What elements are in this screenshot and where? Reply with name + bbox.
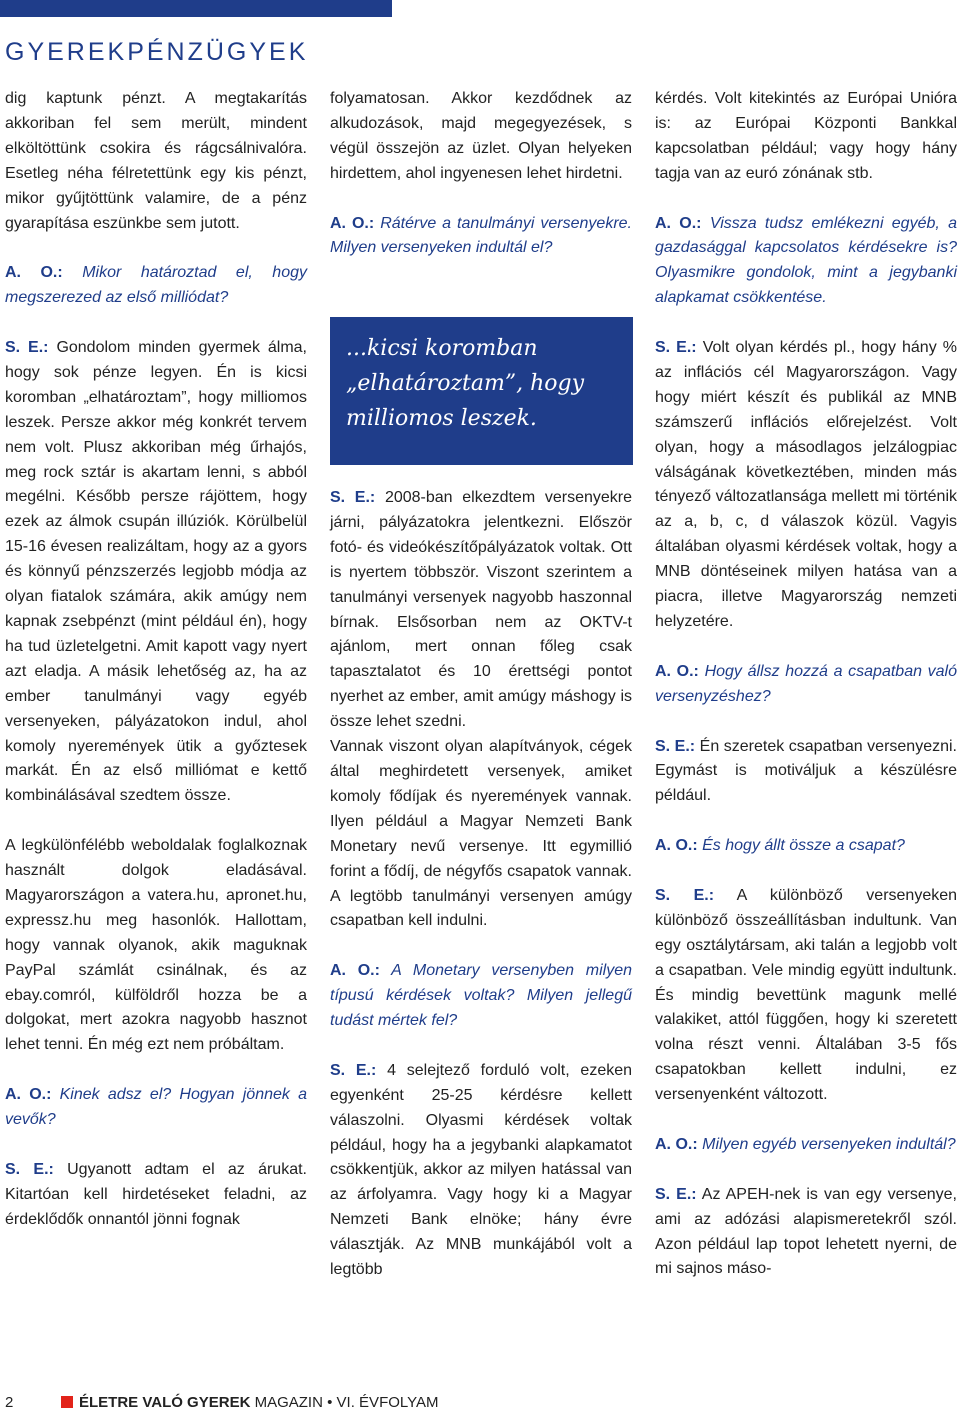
answer-text: Gondolom minden gyermek álma, hogy sok pénze legyen. Én is kicsi koromban „elhatároztam”, hogy milliomos leszek. Persze akkor még konkrét tervem nem volt. Plusz akkoriban még űrhajós, meg rock sztár is akartam lenni, s abból megélni. Később persze rájöttem, hogy ezek az álmok csupán illúziók. Körülbelül 15-16 évesen realizáltam, hogy az a gyors és könnyű pénzszerzés legjobb módja az olyan fiatalok számára, akik amúgy nem kapnak zsebpénzt (mint például én), hogy ha tud üzletelgetni. Amit kapott vagy nyert azt eladja. A másik lehetőség az, ha az ember tanulmányi vagy egyéb versenyeken, pályázatokon indul, ahol komoly nyeremények ütik a győztesek markát. Én az első milliómat e kettő kombinálásával szedtem össze. bbox=[5, 339, 307, 805]
paragraph: Vannak viszont olyan alapítványok, cégek által meghirdetett versenyek, amiket komoly fődíjak és nyeremények vannak. Ilyen például a Magyar Nemzeti Bank Monetary nevű versenye. Itt egymillió forint a fődíj, de négyfős csapatok vannak. A legtöbb tanulmányi versenyen amúgy csapatban kell indulni. bbox=[330, 738, 632, 930]
column-2-bottom bbox=[330, 486, 632, 1283]
speaker-label: S. E.: bbox=[330, 1061, 377, 1079]
speaker-label: S. E.: bbox=[655, 886, 715, 904]
section-title: GYEREKPÉNZÜGYEK bbox=[5, 38, 309, 66]
page-footer bbox=[5, 1394, 439, 1411]
speaker-label: S. E.: bbox=[655, 1185, 697, 1203]
answer bbox=[5, 336, 307, 809]
answer-text: Volt olyan kérdés pl., hogy hány % az inflációs cél Magyarországon. Vagy hogy miért készít és publikál az MNB számszerű inflációs előrejelzést. Volt olyan, hogy a másodlagos jelzálogpiac válságának következtében, minden más tényező változatlansága mellett mi történik az a, b, c, d válaszok közül. Vagyis általában olyasmi kérdések voltak, hogy a MNB döntéseinek milyen hatása van a piacra, illetve Magyarország nemzeti helyzetére. bbox=[655, 339, 957, 630]
speaker-label: A. O.: bbox=[330, 962, 380, 980]
answer-text: Az APEH-nek is van egy versenye, ami az adózási alapismeretekről szól. Azon például lap topot lehetett nyerni, de mi sajnos máso- bbox=[655, 1185, 957, 1278]
question-text: Rátérve a tanulmányi versenyekre. Milyen versenyeken indultál el? bbox=[330, 214, 632, 257]
question-text: Mikor határoztad el, hogy megszerezed az első milliódat? bbox=[5, 264, 307, 307]
paragraph: dig kaptunk pénzt. A megtakarítás akkoriban fel sem merült, mindent elköltöttünk csokira és rágcsálnivalóra. Esetleg néha félretettünk egy kis pénzt, mikor gyűjtöttünk valamire, de a pénz gyarapítása eszünkbe sem jutott. bbox=[5, 90, 307, 232]
speaker-label: A. O.: bbox=[330, 214, 375, 232]
question-text: És hogy állt össze a csapat? bbox=[702, 837, 905, 855]
answer-text: Én szeretek csapatban versenyezni. Egymást is motiváljuk a készülésre például. bbox=[655, 737, 957, 805]
speaker-label: S. E.: bbox=[5, 1160, 54, 1178]
speaker-label: S. E.: bbox=[655, 339, 697, 357]
answer bbox=[330, 1059, 632, 1283]
speaker-label: A. O.: bbox=[655, 1135, 698, 1153]
question-text: Kinek adsz el? Hogyan jönnek a vevők? bbox=[5, 1086, 307, 1129]
footer-brand: ÉLETRE VALÓ GYEREK bbox=[79, 1394, 251, 1411]
column-3 bbox=[655, 87, 957, 1282]
question bbox=[655, 1133, 957, 1158]
answer bbox=[655, 735, 957, 810]
footer-magazine: MAGAZIN bbox=[254, 1394, 323, 1411]
answer bbox=[330, 486, 632, 735]
answer bbox=[5, 1158, 307, 1233]
speaker-label: S. E.: bbox=[330, 489, 376, 506]
pull-quote: ...kicsi koromban „elhatároztam”, hogy milliomos leszek. bbox=[330, 317, 633, 465]
speaker-label: A. O.: bbox=[655, 662, 699, 680]
answer-text: Ugyanott adtam el az árukat. Kitartóan kell hirdetéseket feladni, az érdeklődők onnantól jönni fognak bbox=[5, 1160, 307, 1228]
paragraph: kérdés. Volt kitekintés az Európai Unióra is: az Európai Központi Bankkal kapcsolatban például; vagy hogy hány tagja van az euró zónának stb. bbox=[655, 90, 957, 182]
footer-volume: VI. ÉVFOLYAM bbox=[336, 1394, 439, 1411]
question bbox=[330, 959, 632, 1034]
red-square-marker bbox=[61, 1396, 73, 1408]
question-text: Vissza tudsz emlékezni egyéb, a gazdasággal kapcsolatos kérdésekre is? Olyasmikre gondolok, mint a jegybanki alapkamat csökkentése. bbox=[655, 214, 958, 307]
speaker-label: S. E.: bbox=[5, 339, 49, 357]
question bbox=[655, 212, 957, 312]
answer bbox=[655, 336, 957, 635]
answer-text: 2008-ban elkezdtem versenyekre járni, pályázatokra jelentkezni. Először fotó- és videókészítőpályázatok voltak. Ott is nyertem többször. Viszont szerintem a tanulmányi versenyek nagyobb haszonnal bírnak. Elsősorban nem az OKTV-t ajánlom, mert onnan főleg csak tapasztalatot és 10 érettségi pontot nyerhet az ember, amit amúgy máshogy is össze lehet szedni. bbox=[330, 489, 632, 731]
speaker-label: S. E.: bbox=[655, 737, 696, 755]
answer bbox=[655, 1183, 957, 1283]
question bbox=[5, 1083, 307, 1133]
answer-text: 4 selejtező forduló volt, ezeken egyenként 25-25 kérdésre kellett válaszolni. Olyasmi kérdések voltak például, hogy ha a jegybanki alapkamatot csökkentjük, akkor az milyen hatással van az árfolyamra. Vagy hogy ki a Magyar Nemzeti Bank elnöke; hány évre választják. Az MNB munkájából volt a legtöbb bbox=[330, 1061, 633, 1279]
question bbox=[330, 212, 632, 262]
paragraph: A legkülönfélébb weboldalak foglalkoznak használt dolgok eladásával. Magyarországon a vatera.hu, apronet.hu, expressz.hu meg hasonlók. Hallottam, hogy vannak olyanok, akik maguknak PayPal számlát csinálnak, és az ebay.comról, külföldről hozza be a dolgokat, mert azokra nagyobb hasznot lehet tenni. Én még ezt nem próbáltam. bbox=[5, 837, 307, 1054]
column-2-top bbox=[330, 87, 632, 261]
question-text: Milyen egyéb versenyeken indultál? bbox=[702, 1135, 956, 1153]
question bbox=[655, 834, 957, 859]
question bbox=[5, 261, 307, 311]
question-text: Hogy állsz hozzá a csapatban való versenyzéshez? bbox=[655, 662, 958, 705]
column-1 bbox=[5, 87, 307, 1233]
page-number: 2 bbox=[5, 1394, 14, 1411]
speaker-label: A. O.: bbox=[655, 837, 698, 855]
footer-separator: • bbox=[327, 1394, 333, 1411]
paragraph: folyamatosan. Akkor kezdődnek az alkudozások, majd megegyezések, s végül összejön az üzlet. Olyan helyeken hirdettem, ahol ingyenesen lehet hirdetni. bbox=[330, 90, 632, 182]
speaker-label: A. O.: bbox=[655, 214, 702, 232]
speaker-label: A. O.: bbox=[5, 264, 63, 282]
answer bbox=[655, 884, 957, 1108]
speaker-label: A. O.: bbox=[5, 1086, 52, 1104]
question bbox=[655, 660, 957, 710]
top-color-bar bbox=[0, 0, 392, 17]
answer-text: A különböző versenyeken különböző összeállításban indultunk. Van egy osztálytársam, aki talán a legjobb volt a csapatban. Vele mindig együtt indultunk. És mindig bevettünk magunk mellé valakiket, attól függően, hogy ki szeretett volna részt venni. Általában 3-5 fős csapatokban kellett indulni, ez versenyenként változott. bbox=[655, 886, 958, 1104]
question-text: A Monetary versenyben milyen típusú kérdések voltak? Milyen jellegű tudást mértek fel? bbox=[330, 962, 632, 1030]
